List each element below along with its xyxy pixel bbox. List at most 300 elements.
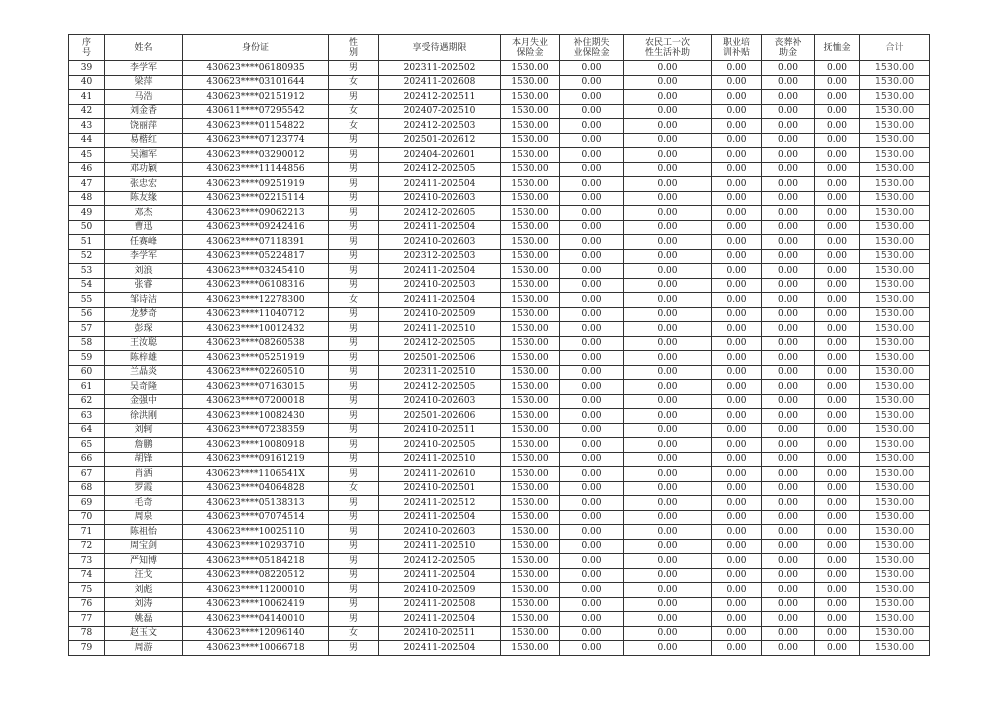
col-total-cell: 1530.00 xyxy=(860,612,930,627)
col-unemployment-insurance-cell: 1530.00 xyxy=(501,177,560,192)
col-total-cell: 1530.00 xyxy=(860,336,930,351)
col-funeral-subsidy-cell: 0.00 xyxy=(762,307,815,322)
col-unemployment-insurance-cell: 1530.00 xyxy=(501,641,560,656)
col-migrant-subsidy-cell: 0.00 xyxy=(624,206,712,221)
col-funeral-subsidy-cell: 0.00 xyxy=(762,510,815,525)
col-name-cell: 曹迅 xyxy=(105,220,183,235)
col-index-cell: 76 xyxy=(69,597,105,612)
col-index-cell: 51 xyxy=(69,235,105,250)
col-gender-cell: 男 xyxy=(329,583,379,598)
col-gender-cell: 男 xyxy=(329,452,379,467)
table-row xyxy=(69,481,930,496)
col-index-cell: 57 xyxy=(69,322,105,337)
col-funeral-subsidy-cell: 0.00 xyxy=(762,336,815,351)
col-id-number-cell: 430623****05184218 xyxy=(183,554,329,569)
col-benefit-period-cell: 202407-202510 xyxy=(379,104,501,119)
col-index-cell: 70 xyxy=(69,510,105,525)
col-total-cell: 1530.00 xyxy=(860,496,930,511)
col-total-cell: 1530.00 xyxy=(860,365,930,380)
col-name-cell: 姚磊 xyxy=(105,612,183,627)
col-makeup-insurance-cell: 0.00 xyxy=(560,90,624,105)
col-total-cell: 1530.00 xyxy=(860,539,930,554)
col-migrant-subsidy-cell: 0.00 xyxy=(624,612,712,627)
col-benefit-period-cell: 202311-202510 xyxy=(379,365,501,380)
col-index-cell: 49 xyxy=(69,206,105,221)
col-training-subsidy-header: 职业培 训补贴 xyxy=(712,35,762,61)
col-migrant-subsidy-cell: 0.00 xyxy=(624,119,712,134)
col-index-cell: 41 xyxy=(69,90,105,105)
col-name-cell: 易楷红 xyxy=(105,133,183,148)
col-unemployment-insurance-cell: 1530.00 xyxy=(501,307,560,322)
col-benefit-period-cell: 202410-202505 xyxy=(379,438,501,453)
col-id-number-cell: 430623****03245410 xyxy=(183,264,329,279)
col-id-number-cell: 430623****07238359 xyxy=(183,423,329,438)
col-funeral-subsidy-cell: 0.00 xyxy=(762,220,815,235)
col-benefit-period-cell: 202411-202510 xyxy=(379,539,501,554)
col-name-cell: 梁萍 xyxy=(105,75,183,90)
table-row xyxy=(69,206,930,221)
col-migrant-subsidy-cell: 0.00 xyxy=(624,322,712,337)
col-id-number-cell: 430623****10025110 xyxy=(183,525,329,540)
col-funeral-subsidy-cell: 0.00 xyxy=(762,61,815,76)
col-name-cell: 罗霞 xyxy=(105,481,183,496)
table-row xyxy=(69,539,930,554)
col-training-subsidy-cell: 0.00 xyxy=(712,322,762,337)
col-training-subsidy-cell: 0.00 xyxy=(712,278,762,293)
col-benefit-period-cell: 202412-202605 xyxy=(379,206,501,221)
col-pension-cell: 0.00 xyxy=(815,510,860,525)
col-id-number-cell: 430623****01154822 xyxy=(183,119,329,134)
col-name-cell: 彭琛 xyxy=(105,322,183,337)
table-row xyxy=(69,380,930,395)
col-index-cell: 54 xyxy=(69,278,105,293)
col-unemployment-insurance-header: 本月失业 保险金 xyxy=(501,35,560,61)
col-pension-cell: 0.00 xyxy=(815,206,860,221)
col-funeral-subsidy-cell: 0.00 xyxy=(762,351,815,366)
col-unemployment-insurance-cell: 1530.00 xyxy=(501,438,560,453)
col-funeral-subsidy-cell: 0.00 xyxy=(762,554,815,569)
col-name-cell: 张睿 xyxy=(105,278,183,293)
col-migrant-subsidy-header: 农民工一次 性生活补助 xyxy=(624,35,712,61)
col-funeral-subsidy-cell: 0.00 xyxy=(762,177,815,192)
col-funeral-subsidy-cell: 0.00 xyxy=(762,583,815,598)
col-funeral-subsidy-cell: 0.00 xyxy=(762,394,815,409)
col-unemployment-insurance-cell: 1530.00 xyxy=(501,525,560,540)
col-benefit-period-cell: 202412-202511 xyxy=(379,90,501,105)
col-funeral-subsidy-cell: 0.00 xyxy=(762,119,815,134)
col-name-cell: 周泉 xyxy=(105,510,183,525)
col-index-cell: 78 xyxy=(69,626,105,641)
col-makeup-insurance-cell: 0.00 xyxy=(560,322,624,337)
col-total-header: 合计 xyxy=(860,35,930,61)
col-benefit-period-cell: 202410-202511 xyxy=(379,423,501,438)
col-total-cell: 1530.00 xyxy=(860,119,930,134)
col-id-number-cell: 430623****03101644 xyxy=(183,75,329,90)
col-migrant-subsidy-cell: 0.00 xyxy=(624,162,712,177)
col-training-subsidy-cell: 0.00 xyxy=(712,148,762,163)
col-benefit-period-cell: 202410-202603 xyxy=(379,191,501,206)
col-benefit-period-cell: 202410-202501 xyxy=(379,481,501,496)
col-funeral-subsidy-cell: 0.00 xyxy=(762,104,815,119)
col-pension-cell: 0.00 xyxy=(815,177,860,192)
table-row xyxy=(69,133,930,148)
table-row xyxy=(69,220,930,235)
col-unemployment-insurance-cell: 1530.00 xyxy=(501,90,560,105)
col-name-cell: 周宝剑 xyxy=(105,539,183,554)
table-row xyxy=(69,75,930,90)
col-training-subsidy-cell: 0.00 xyxy=(712,554,762,569)
col-training-subsidy-cell: 0.00 xyxy=(712,119,762,134)
col-id-number-cell: 430623****07118391 xyxy=(183,235,329,250)
table-row xyxy=(69,365,930,380)
col-training-subsidy-cell: 0.00 xyxy=(712,249,762,264)
col-makeup-insurance-cell: 0.00 xyxy=(560,496,624,511)
col-gender-cell: 男 xyxy=(329,235,379,250)
col-training-subsidy-cell: 0.00 xyxy=(712,235,762,250)
col-benefit-period-cell: 202411-202608 xyxy=(379,75,501,90)
col-pension-cell: 0.00 xyxy=(815,191,860,206)
col-gender-cell: 女 xyxy=(329,626,379,641)
col-pension-cell: 0.00 xyxy=(815,351,860,366)
col-unemployment-insurance-cell: 1530.00 xyxy=(501,104,560,119)
col-total-cell: 1530.00 xyxy=(860,104,930,119)
col-funeral-subsidy-cell: 0.00 xyxy=(762,90,815,105)
col-training-subsidy-cell: 0.00 xyxy=(712,452,762,467)
col-makeup-insurance-cell: 0.00 xyxy=(560,351,624,366)
col-id-number-cell: 430623****12278300 xyxy=(183,293,329,308)
col-pension-cell: 0.00 xyxy=(815,641,860,656)
col-benefit-period-cell: 202410-202503 xyxy=(379,278,501,293)
col-unemployment-insurance-cell: 1530.00 xyxy=(501,264,560,279)
col-pension-cell: 0.00 xyxy=(815,568,860,583)
col-total-cell: 1530.00 xyxy=(860,351,930,366)
col-training-subsidy-cell: 0.00 xyxy=(712,75,762,90)
col-makeup-insurance-cell: 0.00 xyxy=(560,220,624,235)
table-row xyxy=(69,249,930,264)
col-funeral-subsidy-cell: 0.00 xyxy=(762,191,815,206)
col-index-cell: 64 xyxy=(69,423,105,438)
col-name-cell: 邓杰 xyxy=(105,206,183,221)
col-unemployment-insurance-cell: 1530.00 xyxy=(501,191,560,206)
col-funeral-subsidy-cell: 0.00 xyxy=(762,148,815,163)
col-name-cell: 胡锋 xyxy=(105,452,183,467)
col-pension-cell: 0.00 xyxy=(815,104,860,119)
col-makeup-insurance-cell: 0.00 xyxy=(560,626,624,641)
col-training-subsidy-cell: 0.00 xyxy=(712,568,762,583)
col-makeup-insurance-cell: 0.00 xyxy=(560,307,624,322)
col-gender-cell: 男 xyxy=(329,496,379,511)
col-name-cell: 邹诗洁 xyxy=(105,293,183,308)
col-migrant-subsidy-cell: 0.00 xyxy=(624,510,712,525)
col-name-cell: 汪戈 xyxy=(105,568,183,583)
col-id-number-header: 身份证 xyxy=(183,35,329,61)
col-pension-cell: 0.00 xyxy=(815,293,860,308)
col-migrant-subsidy-cell: 0.00 xyxy=(624,597,712,612)
col-makeup-insurance-cell: 0.00 xyxy=(560,597,624,612)
table-row xyxy=(69,568,930,583)
col-id-number-cell: 430623****02151912 xyxy=(183,90,329,105)
col-funeral-subsidy-cell: 0.00 xyxy=(762,597,815,612)
col-name-cell: 陈祖怡 xyxy=(105,525,183,540)
col-index-cell: 71 xyxy=(69,525,105,540)
col-funeral-subsidy-cell: 0.00 xyxy=(762,365,815,380)
col-id-number-cell: 430623****04140010 xyxy=(183,612,329,627)
col-benefit-period-cell: 202411-202512 xyxy=(379,496,501,511)
col-id-number-cell: 430623****05251919 xyxy=(183,351,329,366)
col-name-cell: 毛奇 xyxy=(105,496,183,511)
col-funeral-subsidy-cell: 0.00 xyxy=(762,380,815,395)
header-row xyxy=(69,35,930,61)
col-total-cell: 1530.00 xyxy=(860,481,930,496)
col-index-cell: 53 xyxy=(69,264,105,279)
col-gender-cell: 男 xyxy=(329,133,379,148)
col-name-cell: 张忠宏 xyxy=(105,177,183,192)
table-row xyxy=(69,496,930,511)
col-funeral-subsidy-cell: 0.00 xyxy=(762,293,815,308)
col-pension-cell: 0.00 xyxy=(815,423,860,438)
col-id-number-cell: 430623****10080918 xyxy=(183,438,329,453)
col-id-number-cell: 430623****08220512 xyxy=(183,568,329,583)
col-gender-cell: 男 xyxy=(329,307,379,322)
table-row xyxy=(69,452,930,467)
col-name-cell: 陈友缘 xyxy=(105,191,183,206)
table-row xyxy=(69,293,930,308)
col-name-cell: 刘涛 xyxy=(105,597,183,612)
col-migrant-subsidy-cell: 0.00 xyxy=(624,438,712,453)
col-training-subsidy-cell: 0.00 xyxy=(712,220,762,235)
col-total-cell: 1530.00 xyxy=(860,177,930,192)
col-funeral-subsidy-cell: 0.00 xyxy=(762,162,815,177)
col-training-subsidy-cell: 0.00 xyxy=(712,423,762,438)
col-funeral-subsidy-cell: 0.00 xyxy=(762,264,815,279)
col-benefit-period-cell: 202411-202504 xyxy=(379,177,501,192)
col-total-cell: 1530.00 xyxy=(860,61,930,76)
col-benefit-period-cell: 202411-202504 xyxy=(379,641,501,656)
col-total-cell: 1530.00 xyxy=(860,148,930,163)
col-gender-cell: 男 xyxy=(329,177,379,192)
table-row xyxy=(69,467,930,482)
col-training-subsidy-cell: 0.00 xyxy=(712,612,762,627)
col-training-subsidy-cell: 0.00 xyxy=(712,307,762,322)
col-funeral-subsidy-cell: 0.00 xyxy=(762,496,815,511)
col-benefit-period-cell: 202412-202505 xyxy=(379,336,501,351)
col-migrant-subsidy-cell: 0.00 xyxy=(624,75,712,90)
col-benefit-period-cell: 202410-202603 xyxy=(379,525,501,540)
col-total-cell: 1530.00 xyxy=(860,554,930,569)
col-unemployment-insurance-cell: 1530.00 xyxy=(501,510,560,525)
col-benefit-period-cell: 202412-202505 xyxy=(379,554,501,569)
col-funeral-subsidy-cell: 0.00 xyxy=(762,249,815,264)
col-gender-cell: 男 xyxy=(329,336,379,351)
col-id-number-cell: 430623****06108316 xyxy=(183,278,329,293)
col-unemployment-insurance-cell: 1530.00 xyxy=(501,452,560,467)
col-name-cell: 饶丽萍 xyxy=(105,119,183,134)
col-unemployment-insurance-cell: 1530.00 xyxy=(501,394,560,409)
table-row xyxy=(69,394,930,409)
col-migrant-subsidy-cell: 0.00 xyxy=(624,90,712,105)
col-funeral-subsidy-cell: 0.00 xyxy=(762,438,815,453)
col-funeral-subsidy-cell: 0.00 xyxy=(762,133,815,148)
col-index-cell: 66 xyxy=(69,452,105,467)
col-unemployment-insurance-cell: 1530.00 xyxy=(501,119,560,134)
col-gender-cell: 男 xyxy=(329,278,379,293)
col-training-subsidy-cell: 0.00 xyxy=(712,394,762,409)
col-id-number-cell: 430623****09242416 xyxy=(183,220,329,235)
col-makeup-insurance-cell: 0.00 xyxy=(560,293,624,308)
col-pension-cell: 0.00 xyxy=(815,583,860,598)
col-benefit-period-cell: 202411-202504 xyxy=(379,510,501,525)
table-row xyxy=(69,423,930,438)
table-row xyxy=(69,322,930,337)
col-id-number-cell: 430611****07295542 xyxy=(183,104,329,119)
col-index-cell: 39 xyxy=(69,61,105,76)
col-index-cell: 44 xyxy=(69,133,105,148)
col-makeup-insurance-cell: 0.00 xyxy=(560,148,624,163)
col-index-header: 序 号 xyxy=(69,35,105,61)
col-migrant-subsidy-cell: 0.00 xyxy=(624,104,712,119)
col-unemployment-insurance-cell: 1530.00 xyxy=(501,597,560,612)
col-gender-cell: 男 xyxy=(329,351,379,366)
col-total-cell: 1530.00 xyxy=(860,452,930,467)
col-training-subsidy-cell: 0.00 xyxy=(712,162,762,177)
col-unemployment-insurance-cell: 1530.00 xyxy=(501,336,560,351)
col-unemployment-insurance-cell: 1530.00 xyxy=(501,133,560,148)
table-row xyxy=(69,641,930,656)
col-total-cell: 1530.00 xyxy=(860,438,930,453)
col-pension-cell: 0.00 xyxy=(815,75,860,90)
col-training-subsidy-cell: 0.00 xyxy=(712,438,762,453)
col-makeup-insurance-cell: 0.00 xyxy=(560,380,624,395)
col-migrant-subsidy-cell: 0.00 xyxy=(624,235,712,250)
col-pension-cell: 0.00 xyxy=(815,61,860,76)
col-total-cell: 1530.00 xyxy=(860,583,930,598)
col-benefit-period-cell: 202410-202603 xyxy=(379,394,501,409)
col-unemployment-insurance-cell: 1530.00 xyxy=(501,61,560,76)
col-unemployment-insurance-cell: 1530.00 xyxy=(501,278,560,293)
col-training-subsidy-cell: 0.00 xyxy=(712,409,762,424)
col-makeup-insurance-cell: 0.00 xyxy=(560,481,624,496)
col-unemployment-insurance-cell: 1530.00 xyxy=(501,235,560,250)
col-unemployment-insurance-cell: 1530.00 xyxy=(501,481,560,496)
table-row xyxy=(69,90,930,105)
col-total-cell: 1530.00 xyxy=(860,75,930,90)
col-pension-cell: 0.00 xyxy=(815,235,860,250)
table-row xyxy=(69,626,930,641)
col-benefit-period-cell: 202411-202504 xyxy=(379,612,501,627)
col-funeral-subsidy-cell: 0.00 xyxy=(762,641,815,656)
col-pension-cell: 0.00 xyxy=(815,162,860,177)
col-migrant-subsidy-cell: 0.00 xyxy=(624,568,712,583)
col-index-cell: 79 xyxy=(69,641,105,656)
col-benefit-period-cell: 202410-202509 xyxy=(379,583,501,598)
col-gender-cell: 女 xyxy=(329,75,379,90)
col-makeup-insurance-cell: 0.00 xyxy=(560,467,624,482)
col-gender-cell: 男 xyxy=(329,322,379,337)
col-pension-cell: 0.00 xyxy=(815,409,860,424)
col-makeup-insurance-cell: 0.00 xyxy=(560,394,624,409)
col-benefit-period-header: 享受待遇期限 xyxy=(379,35,501,61)
col-gender-cell: 女 xyxy=(329,293,379,308)
col-benefit-period-cell: 202410-202603 xyxy=(379,235,501,250)
col-makeup-insurance-cell: 0.00 xyxy=(560,525,624,540)
col-name-cell: 吴奇隆 xyxy=(105,380,183,395)
col-total-cell: 1530.00 xyxy=(860,423,930,438)
table-row xyxy=(69,583,930,598)
col-gender-cell: 男 xyxy=(329,394,379,409)
col-index-cell: 67 xyxy=(69,467,105,482)
col-unemployment-insurance-cell: 1530.00 xyxy=(501,612,560,627)
col-funeral-subsidy-cell: 0.00 xyxy=(762,235,815,250)
col-training-subsidy-cell: 0.00 xyxy=(712,641,762,656)
col-benefit-period-cell: 202411-202610 xyxy=(379,467,501,482)
col-total-cell: 1530.00 xyxy=(860,133,930,148)
col-gender-cell: 男 xyxy=(329,409,379,424)
col-index-cell: 48 xyxy=(69,191,105,206)
table-header xyxy=(69,35,930,61)
col-total-cell: 1530.00 xyxy=(860,307,930,322)
col-pension-cell: 0.00 xyxy=(815,481,860,496)
col-gender-cell: 男 xyxy=(329,249,379,264)
col-migrant-subsidy-cell: 0.00 xyxy=(624,264,712,279)
table-row xyxy=(69,191,930,206)
col-name-cell: 刘金香 xyxy=(105,104,183,119)
col-unemployment-insurance-cell: 1530.00 xyxy=(501,496,560,511)
col-makeup-insurance-cell: 0.00 xyxy=(560,104,624,119)
col-benefit-period-cell: 202501-202606 xyxy=(379,409,501,424)
col-name-cell: 肖洒 xyxy=(105,467,183,482)
col-makeup-insurance-cell: 0.00 xyxy=(560,583,624,598)
col-funeral-subsidy-cell: 0.00 xyxy=(762,206,815,221)
col-gender-cell: 男 xyxy=(329,438,379,453)
col-funeral-subsidy-cell: 0.00 xyxy=(762,423,815,438)
table-body xyxy=(69,61,930,656)
col-id-number-cell: 430623****07163015 xyxy=(183,380,329,395)
col-migrant-subsidy-cell: 0.00 xyxy=(624,133,712,148)
col-name-cell: 刘轲 xyxy=(105,423,183,438)
col-makeup-insurance-cell: 0.00 xyxy=(560,336,624,351)
col-name-cell: 任赛峰 xyxy=(105,235,183,250)
col-total-cell: 1530.00 xyxy=(860,510,930,525)
col-makeup-insurance-cell: 0.00 xyxy=(560,452,624,467)
col-benefit-period-cell: 202311-202502 xyxy=(379,61,501,76)
table-row xyxy=(69,597,930,612)
col-pension-cell: 0.00 xyxy=(815,264,860,279)
col-migrant-subsidy-cell: 0.00 xyxy=(624,336,712,351)
col-migrant-subsidy-cell: 0.00 xyxy=(624,177,712,192)
col-gender-cell: 男 xyxy=(329,380,379,395)
col-pension-cell: 0.00 xyxy=(815,278,860,293)
col-makeup-insurance-cell: 0.00 xyxy=(560,438,624,453)
col-migrant-subsidy-cell: 0.00 xyxy=(624,626,712,641)
col-name-cell: 龙梦奇 xyxy=(105,307,183,322)
table-row xyxy=(69,235,930,250)
table-row xyxy=(69,264,930,279)
col-pension-header: 抚恤金 xyxy=(815,35,860,61)
col-index-cell: 58 xyxy=(69,336,105,351)
col-training-subsidy-cell: 0.00 xyxy=(712,510,762,525)
col-migrant-subsidy-cell: 0.00 xyxy=(624,293,712,308)
col-gender-cell: 女 xyxy=(329,119,379,134)
table-row xyxy=(69,278,930,293)
col-index-cell: 74 xyxy=(69,568,105,583)
col-total-cell: 1530.00 xyxy=(860,641,930,656)
col-pension-cell: 0.00 xyxy=(815,148,860,163)
col-migrant-subsidy-cell: 0.00 xyxy=(624,525,712,540)
col-makeup-insurance-cell: 0.00 xyxy=(560,235,624,250)
col-training-subsidy-cell: 0.00 xyxy=(712,597,762,612)
col-index-cell: 45 xyxy=(69,148,105,163)
col-pension-cell: 0.00 xyxy=(815,452,860,467)
